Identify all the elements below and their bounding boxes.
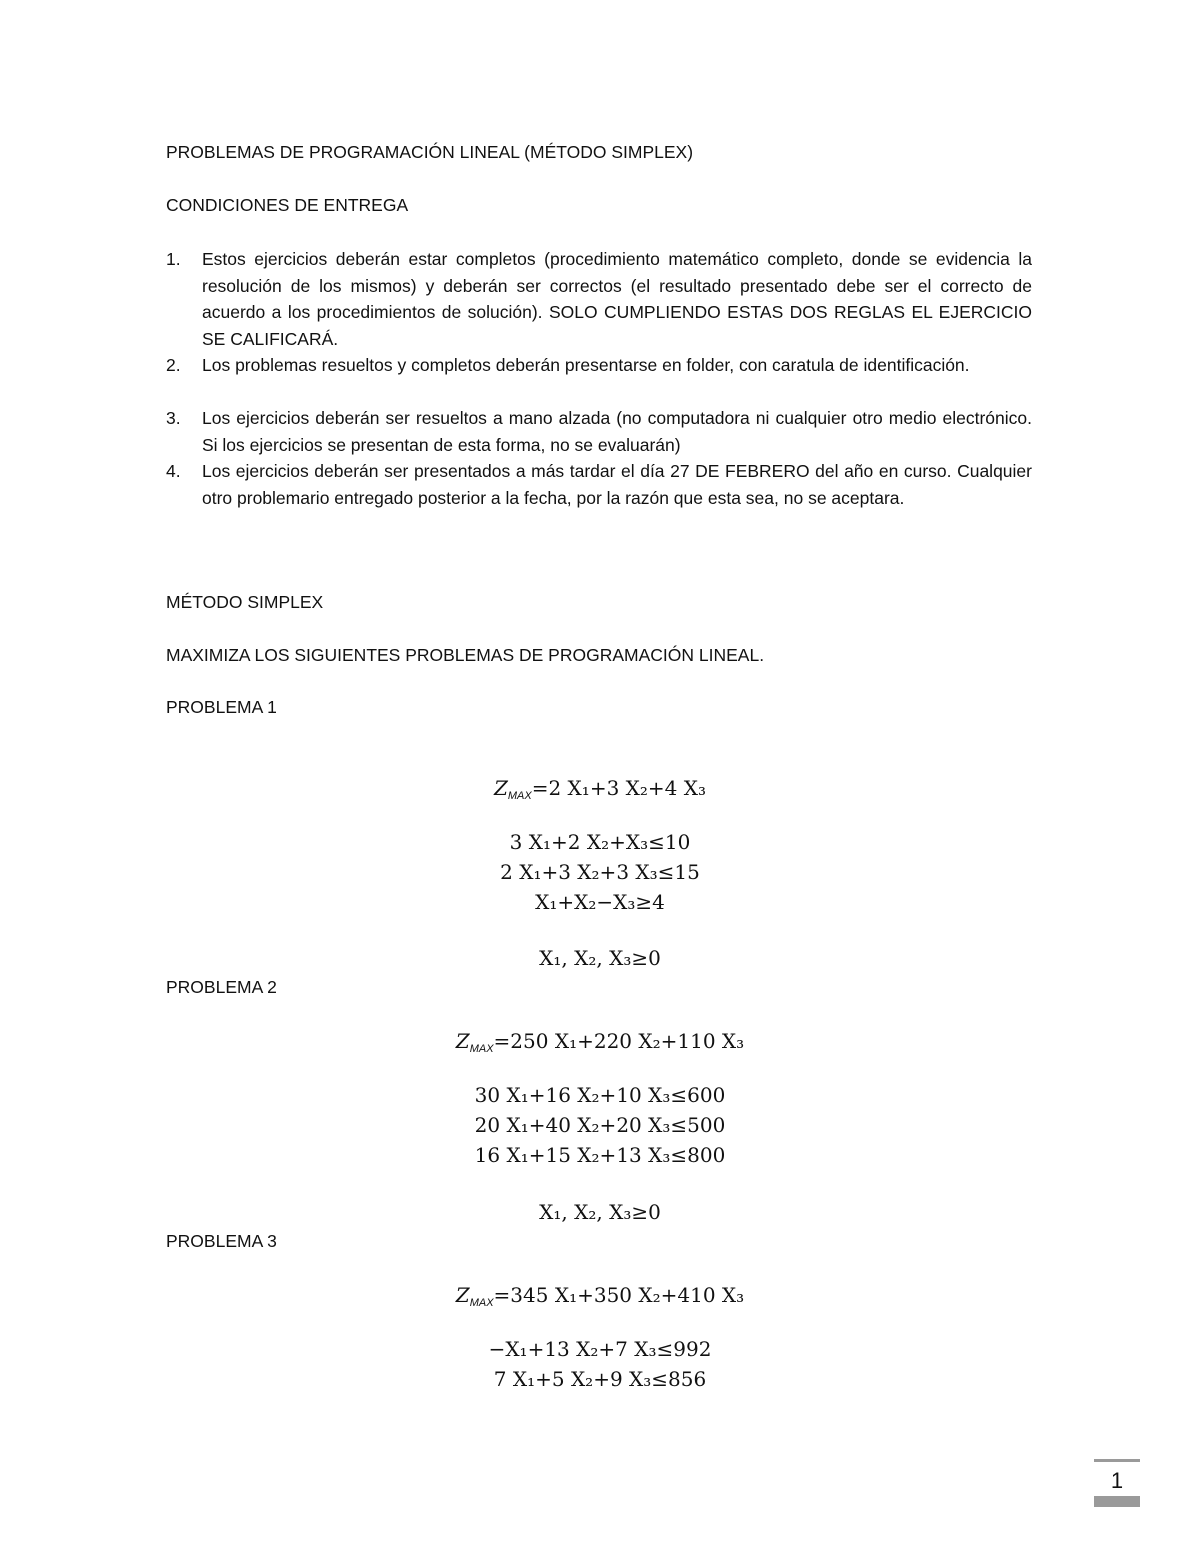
conditions-heading: CONDICIONES DE ENTREGA: [166, 195, 409, 215]
problem-3-constraint: −X₁+13 X₂+7 X₃≤992: [488, 1337, 712, 1361]
problem-1-label: PROBLEMA 1: [166, 697, 277, 717]
problem-1-nonnegativity: X₁, X₂, X₃≥0: [539, 946, 661, 970]
problem-1-constraint: 2 X₁+3 X₂+3 X₃≤15: [500, 860, 700, 884]
problem-2-constraint: 30 X₁+16 X₂+10 X₃≤600: [474, 1083, 726, 1107]
condition-item: 3. Los ejercicios deberán ser resueltos a mano alzada (no computadora ni cualquier otro medio electrónico. Si los ejercicios se presentan de esta forma, no se evaluarán): [166, 408, 1032, 455]
problem-2-nonnegativity: X₁, X₂, X₃≥0: [539, 1200, 661, 1224]
problem-2-label: PROBLEMA 2: [166, 977, 277, 997]
problem-2-objective: $Z_{MAX}=250$ X₁+220 X₂+110 X₃: [455, 1029, 745, 1055]
problem-1-constraint: X₁+X₂−X₃≥4: [535, 890, 665, 914]
conditions-list: [166, 246, 1032, 511]
condition-item: 4. Los ejercicios deberán ser presentados a más tardar el día 27 DE FEBRERO del año en curso. Cualquier otro problemario entregado posterior a la fecha, por la razón que esta sea, no se aceptara.: [166, 461, 1032, 508]
document-title: PROBLEMAS DE PROGRAMACIÓN LINEAL (MÉTODO SIMPLEX): [166, 142, 694, 162]
page-number: 1: [1110, 1468, 1124, 1493]
problem-3-constraint: 7 X₁+5 X₂+9 X₃≤856: [493, 1367, 707, 1391]
instruction-text: MAXIMIZA LOS SIGUIENTES PROBLEMAS DE PROGRAMACIÓN LINEAL.: [166, 645, 765, 665]
problem-1-constraint: 3 X₁+2 X₂+X₃≤10: [509, 830, 691, 854]
problem-2-constraint: 20 X₁+40 X₂+20 X₃≤500: [474, 1113, 726, 1137]
problem-2-constraint: 16 X₁+15 X₂+13 X₃≤800: [474, 1143, 726, 1167]
page-number-rule-bottom: [1094, 1496, 1140, 1507]
page-number-rule-top: [1094, 1459, 1140, 1462]
method-heading: MÉTODO SIMPLEX: [166, 592, 324, 612]
condition-item: 1. Estos ejercicios deberán estar completos (procedimiento matemático completo, donde se evidencia la resolución de los mismos) y deberán ser correctos (el resultado presentado debe ser el correcto de acuerdo a los procedimientos de solución). SOLO CUMPLIENDO ESTAS DOS REGLAS EL EJERCICIO SE CALIFICARÁ.: [166, 249, 1032, 349]
condition-item: 2. Los problemas resueltos y completos deberán presentarse en folder, con caratula de identificación.: [166, 355, 970, 375]
problem-3-objective: $Z_{MAX}=345$ X₁+350 X₂+410 X₃: [455, 1283, 745, 1309]
problem-3-label: PROBLEMA 3: [166, 1231, 277, 1251]
problem-1-objective: $Z_{MAX}=2$ X₁+3 X₂+4 X₃: [493, 776, 707, 802]
